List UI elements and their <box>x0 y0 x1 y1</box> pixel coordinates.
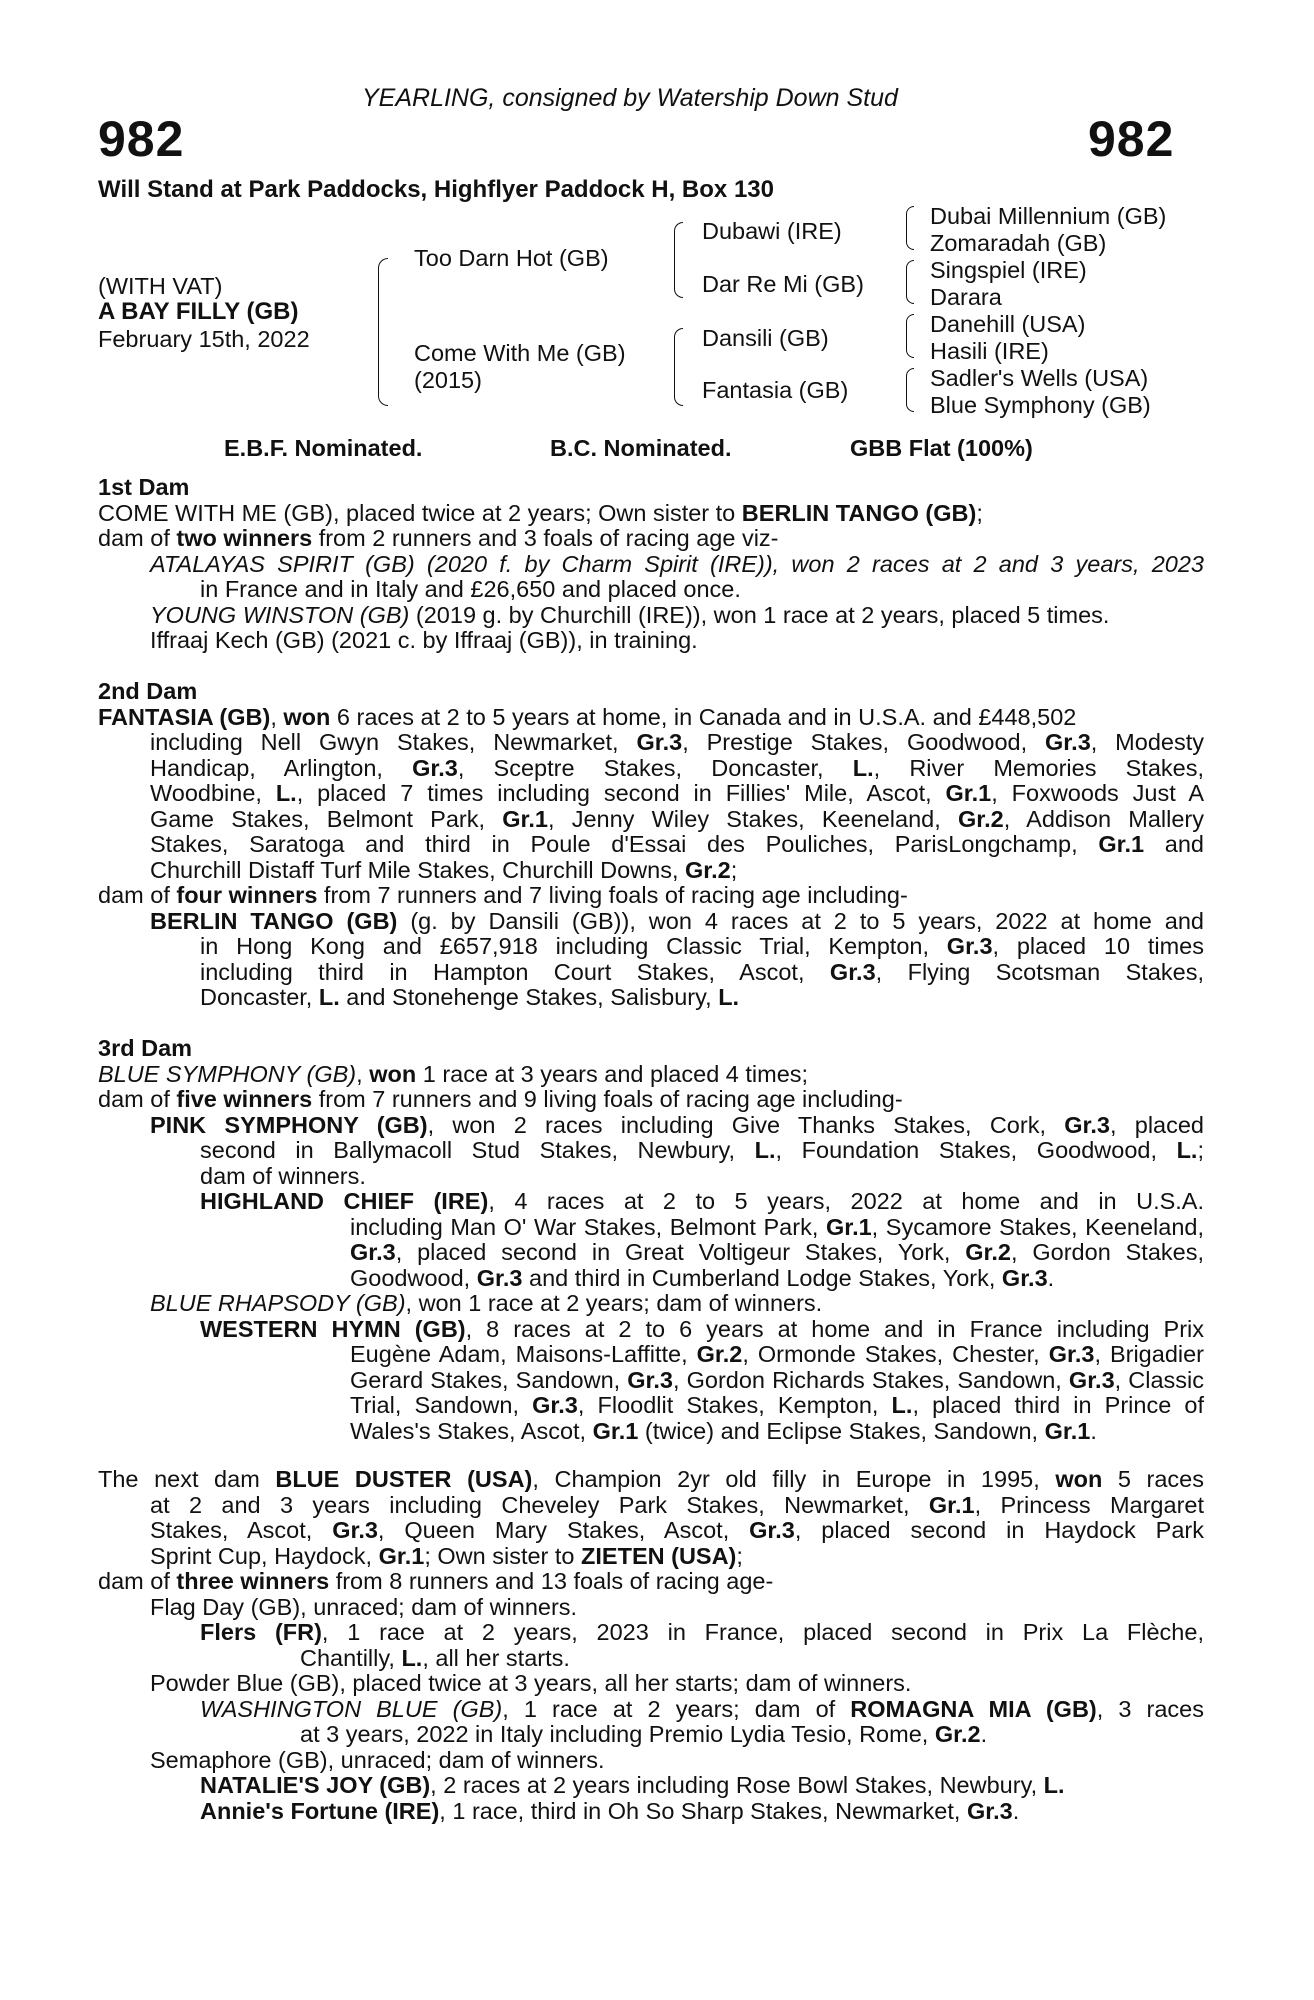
third-dam-line: dam of winners. <box>200 1162 366 1189</box>
third-dam-line: Gr.3, placed second in Great Voltigeur Stakes, York, Gr.2, Gordon Stakes, <box>350 1239 1204 1265</box>
second-dam-line: Game Stakes, Belmont Park, Gr.1, Jenny Wiley Stakes, Keeneland, Gr.2, Addison Mallery <box>150 805 1204 832</box>
pedigree-dds: Sadler's Wells (USA) <box>930 365 1149 391</box>
third-dam-section <box>98 1036 1204 1444</box>
third-dam-line: BLUE SYMPHONY (GB), won 1 race at 3 years and placed 4 times; <box>98 1060 809 1087</box>
pedigree-sss: Dubai Millennium (GB) <box>930 203 1167 229</box>
lot-horse-name: A BAY FILLY (GB) <box>98 298 299 325</box>
pedigree-sire-sire: Dubawi (IRE) <box>702 218 842 244</box>
lot-number-right: 982 <box>1088 111 1175 167</box>
next-dam-line: Flag Day (GB), unraced; dam of winners. <box>150 1593 578 1620</box>
first-dam-section <box>98 475 1204 654</box>
next-dam-line: NATALIE'S JOY (GB), 2 races at 2 years including Rose Bowl Stakes, Newbury, L. <box>200 1772 1065 1798</box>
pedigree-sdd: Darara <box>930 284 1002 310</box>
third-dam-line: dam of five winners from 7 runners and 9 living foals of racing age including- <box>98 1086 903 1112</box>
first-dam-line: ATALAYAS SPIRIT (GB) (2020 f. by Charm Spirit (IRE)), won 2 races at 2 and 3 years, 2023 <box>150 550 1204 577</box>
pedigree-brace-sire <box>674 222 683 298</box>
pedigree-dsd: Hasili (IRE) <box>930 338 1049 364</box>
next-dam-line: at 3 years, 2022 in Italy including Premio Lydia Tesio, Rome, Gr.2. <box>300 1721 988 1747</box>
second-dam-line: Woodbine, L., placed 7 times including second in Fillies' Mile, Ascot, Gr.1, Foxwoods Just A <box>150 780 1205 806</box>
pedigree-brace-sd <box>906 260 914 304</box>
second-dam-line: Handicap, Arlington, Gr.3, Sceptre Stakes, Doncaster, L., River Memories Stakes, <box>150 754 1205 781</box>
consignor-line: YEARLING, consigned by Watership Down Stud <box>362 84 898 112</box>
foaling-date: February 15th, 2022 <box>98 326 310 352</box>
second-dam-line: in Hong Kong and £657,918 including Classic Trial, Kempton, Gr.3, placed 10 times <box>200 933 1204 959</box>
pedigree-brace-main <box>378 258 388 406</box>
first-dam-line: dam of two winners from 2 runners and 3 foals of racing age viz- <box>98 525 779 551</box>
second-dam-line: including Nell Gwyn Stakes, Newmarket, Gr.3, Prestige Stakes, Goodwood, Gr.3, Modesty <box>150 729 1204 755</box>
next-dam-line: at 2 and 3 years including Cheveley Park Stakes, Newmarket, Gr.1, Princess Margaret <box>150 1491 1204 1518</box>
lot-number-left: 982 <box>98 111 185 167</box>
next-dam-line: Sprint Cup, Haydock, Gr.1; Own sister to ZIETEN (USA); <box>150 1542 743 1569</box>
third-dam-line: second in Ballymacoll Stud Stakes, Newbury, L., Foundation Stakes, Goodwood, L.; <box>200 1137 1204 1163</box>
pedigree-dam-sire: Dansili (GB) <box>702 325 829 351</box>
second-dam-line: including third in Hampton Court Stakes, Ascot, Gr.3, Flying Scotsman Stakes, <box>200 958 1204 985</box>
second-dam-line: Churchill Distaff Turf Mile Stakes, Churchill Downs, Gr.2; <box>150 856 738 883</box>
third-dam-line: Eugène Adam, Maisons-Laffitte, Gr.2, Ormonde Stakes, Chester, Gr.3, Brigadier <box>350 1341 1205 1367</box>
third-dam-line: Trial, Sandown, Gr.3, Floodlit Stakes, Kempton, L., placed third in Prince of <box>350 1392 1205 1418</box>
third-dam-line: HIGHLAND CHIEF (IRE), 4 races at 2 to 5 years, 2022 at home and in U.S.A. <box>200 1188 1205 1214</box>
pedigree-dss: Danehill (USA) <box>930 311 1086 337</box>
third-dam-line: Gerard Stakes, Sandown, Gr.3, Gordon Richards Stakes, Sandown, Gr.3, Classic <box>350 1366 1204 1393</box>
first-dam-line: in France and in Italy and £26,650 and placed once. <box>200 576 741 602</box>
third-dam-line: WESTERN HYMN (GB), 8 races at 2 to 6 years at home and in France including Prix <box>200 1315 1205 1342</box>
pedigree-brace-ss <box>906 206 914 250</box>
pedigree-dam-year: (2015) <box>414 367 482 393</box>
pedigree-sire-dam: Dar Re Mi (GB) <box>702 271 864 297</box>
next-dam-line: Semaphore (GB), unraced; dam of winners. <box>150 1746 605 1773</box>
third-dam-line: Goodwood, Gr.3 and third in Cumberland Lodge Stakes, York, Gr.3. <box>350 1264 1055 1291</box>
ebf-nomination: E.B.F. Nominated. <box>224 435 423 461</box>
pedigree-brace-ds <box>906 314 914 358</box>
pedigree-brace-dam <box>674 328 683 406</box>
second-dam-line: Stakes, Saratoga and third in Poule d'Essai des Pouliches, ParisLongchamp, Gr.1 and <box>150 831 1204 857</box>
second-dam-section <box>98 679 1204 1011</box>
next-dam-section <box>98 1467 1204 1824</box>
first-dam-line: YOUNG WINSTON (GB) (2019 g. by Churchill (IRE)), won 1 race at 2 years, placed 5 times. <box>150 601 1110 628</box>
next-dam-line: WASHINGTON BLUE (GB), 1 race at 2 years; dam of ROMAGNA MIA (GB), 3 races <box>200 1695 1205 1722</box>
first-dam-heading: 1st Dam <box>98 474 190 500</box>
pedigree-sds: Singspiel (IRE) <box>930 257 1087 283</box>
next-dam-line: The next dam BLUE DUSTER (USA), Champion 2yr old filly in Europe in 1995, won 5 races <box>98 1466 1204 1492</box>
pedigree-ddd: Blue Symphony (GB) <box>930 392 1151 418</box>
next-dam-line: Chantilly, L., all her starts. <box>300 1644 570 1671</box>
stand-location: Will Stand at Park Paddocks, Highflyer Paddock H, Box 130 <box>98 176 774 203</box>
next-dam-line: Stakes, Ascot, Gr.3, Queen Mary Stakes, Ascot, Gr.3, placed second in Haydock Park <box>150 1517 1204 1543</box>
third-dam-heading: 3rd Dam <box>98 1035 193 1061</box>
second-dam-line: FANTASIA (GB), won 6 races at 2 to 5 years at home, in Canada and in U.S.A. and £448,502 <box>98 703 1077 730</box>
gbb-flat: GBB Flat (100%) <box>850 435 1033 461</box>
bc-nomination: B.C. Nominated. <box>550 435 732 461</box>
next-dam-line: Powder Blue (GB), placed twice at 3 years, all her starts; dam of winners. <box>150 1670 912 1696</box>
second-dam-line: BERLIN TANGO (GB) (g. by Dansili (GB)), won 4 races at 2 to 5 years, 2022 at home and <box>150 907 1204 934</box>
next-dam-line: Annie's Fortune (IRE), 1 race, third in Oh So Sharp Stakes, Newmarket, Gr.3. <box>200 1797 1020 1824</box>
first-dam-line: COME WITH ME (GB), placed twice at 2 years; Own sister to BERLIN TANGO (GB); <box>98 499 983 526</box>
third-dam-line: PINK SYMPHONY (GB), won 2 races including Give Thanks Stakes, Cork, Gr.3, placed <box>150 1111 1204 1138</box>
third-dam-line: including Man O' War Stakes, Belmont Park, Gr.1, Sycamore Stakes, Keeneland, <box>350 1213 1205 1240</box>
pedigree-ssd: Zomaradah (GB) <box>930 230 1107 256</box>
vat-label: (WITH VAT) <box>98 273 223 299</box>
next-dam-line: dam of three winners from 8 runners and 13 foals of racing age- <box>98 1568 774 1594</box>
next-dam-line: Flers (FR), 1 race at 2 years, 2023 in France, placed second in Prix La Flèche, <box>200 1619 1204 1645</box>
second-dam-line: Doncaster, L. and Stonehenge Stakes, Salisbury, L. <box>200 984 740 1010</box>
third-dam-line: BLUE RHAPSODY (GB), won 1 race at 2 years; dam of winners. <box>150 1290 823 1316</box>
pedigree-dam-name: Come With Me (GB) <box>414 340 626 366</box>
pedigree-brace-dd <box>906 368 914 412</box>
third-dam-line: Wales's Stakes, Ascot, Gr.1 (twice) and Eclipse Stakes, Sandown, Gr.1. <box>350 1417 1097 1444</box>
first-dam-line: Iffraaj Kech (GB) (2021 c. by Iffraaj (GB)), in training. <box>150 627 698 653</box>
second-dam-heading: 2nd Dam <box>98 678 198 704</box>
second-dam-line: dam of four winners from 7 runners and 7 living foals of racing age including- <box>98 882 908 908</box>
pedigree-sire: Too Darn Hot (GB) <box>414 245 609 271</box>
pedigree-dam-dam: Fantasia (GB) <box>702 377 849 403</box>
